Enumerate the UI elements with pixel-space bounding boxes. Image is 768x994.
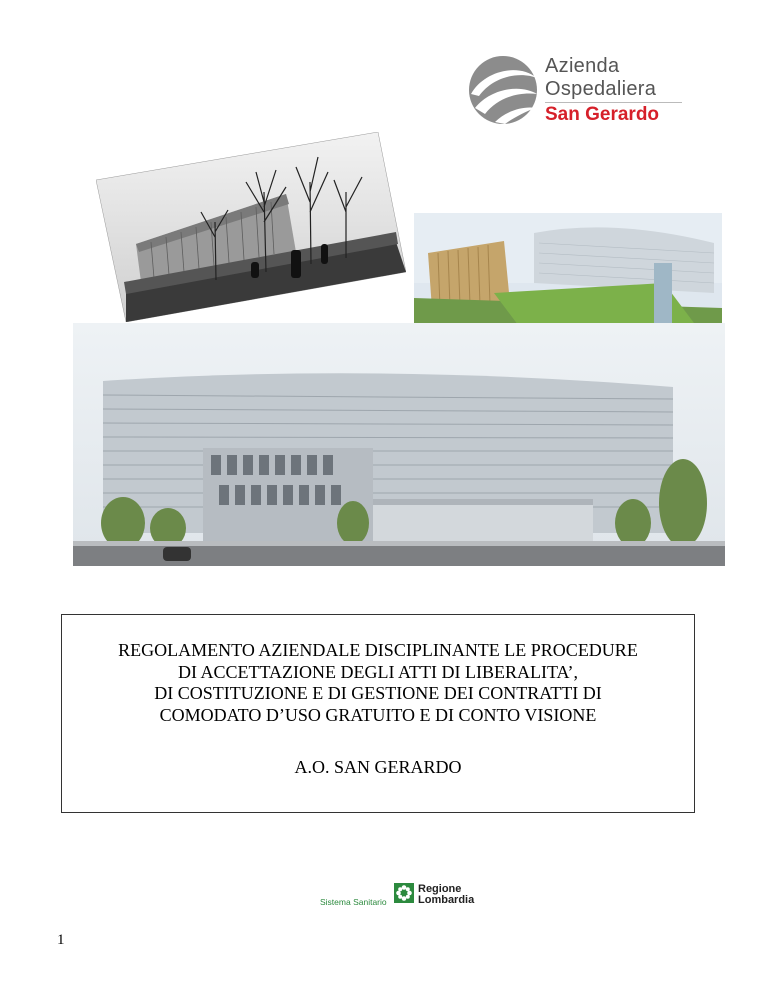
- logo-divider: [545, 102, 682, 103]
- logo-line-azienda: Azienda: [545, 55, 620, 77]
- title-line-3: DI COSTITUZIONE E DI GESTIONE DEI CONTRATTI DI: [154, 683, 602, 703]
- lombardia-rose-icon: [394, 883, 414, 903]
- document-subtitle: A.O. SAN GERARDO: [294, 757, 462, 777]
- historic-hospital-photo: [96, 132, 406, 322]
- logo-swirl-icon: [465, 52, 541, 128]
- hospital-main-building-photo: [73, 323, 725, 566]
- regione-lombardia-label: [418, 884, 474, 906]
- regione-line-2: Lombardia: [418, 894, 475, 906]
- sistema-sanitario-label: Sistema Sanitario: [320, 897, 387, 907]
- hospital-logo: [465, 50, 690, 130]
- logo-line-ospedaliera: Ospedaliera: [545, 78, 657, 100]
- regione-line-1: Regione: [418, 883, 462, 895]
- regione-lombardia-logo: [320, 880, 480, 920]
- document-title-box: [61, 614, 695, 813]
- title-line-4: COMODATO D’USO GRATUITO E DI CONTO VISIONE: [159, 704, 597, 725]
- title-line-1: REGOLAMENTO AZIENDALE DISCIPLINANTE LE PROCEDURE: [118, 640, 638, 660]
- title-line-2: DI ACCETTAZIONE DEGLI ATTI DI LIBERALITA’,: [177, 661, 579, 682]
- document-title: [62, 640, 694, 726]
- logo-line-san-gerardo: San Gerardo: [545, 104, 660, 125]
- page-number: 1: [57, 932, 65, 948]
